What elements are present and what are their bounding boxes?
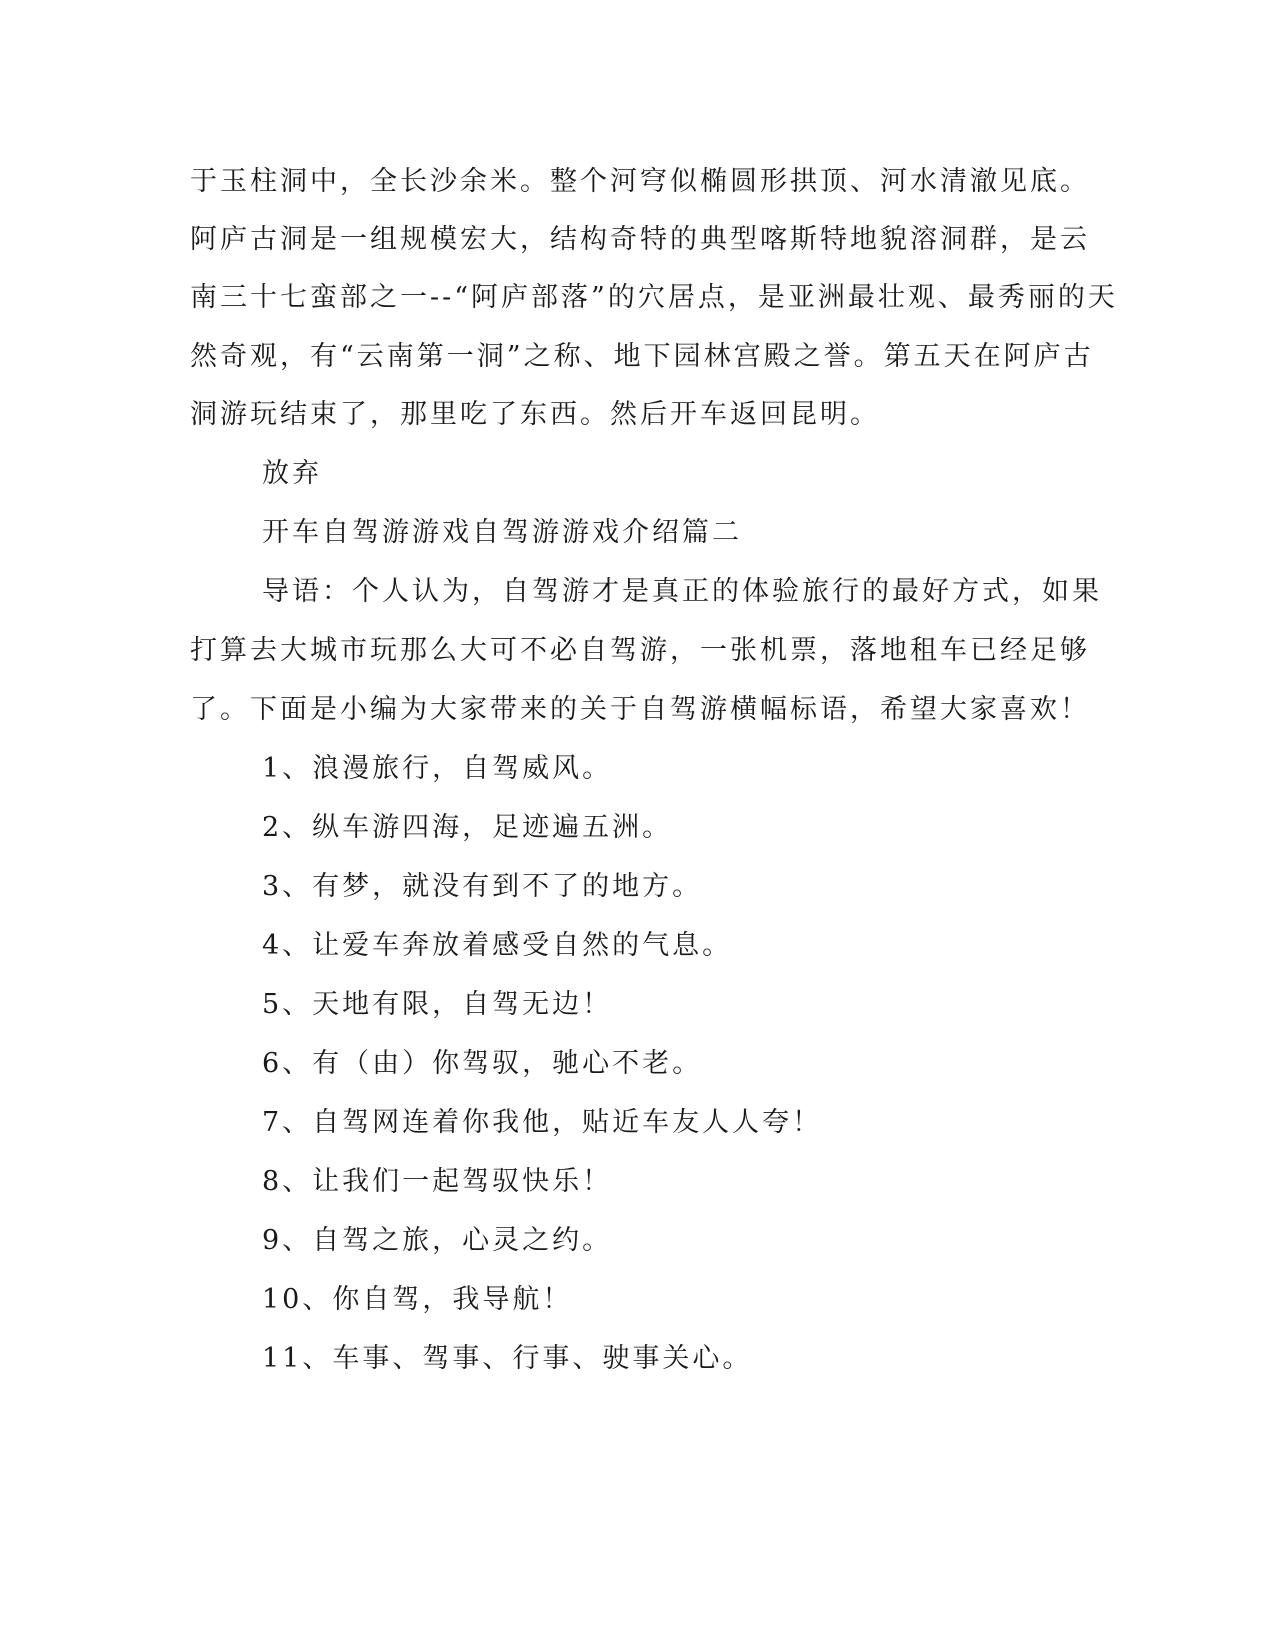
slogan-item: 7、自驾网连着你我他，贴近车友人人夸！ bbox=[262, 1107, 823, 1138]
paragraph-line: 南三十七蛮部之一--“阿庐部落”的穴居点，是亚洲最壮观、最秀丽的天 bbox=[190, 282, 1118, 313]
intro-line: 导语：个人认为，自驾游才是真正的体验旅行的最好方式，如果 bbox=[262, 576, 1102, 607]
abandon-label: 放弃 bbox=[262, 458, 322, 489]
section-title: 开车自驾游游戏自驾游游戏介绍篇二 bbox=[262, 517, 742, 548]
paragraph-line: 然奇观，有“云南第一洞”之称、地下园林宫殿之誉。第五天在阿庐古 bbox=[190, 341, 1094, 372]
slogan-item: 5、天地有限，自驾无边！ bbox=[262, 989, 613, 1020]
intro-line: 了。下面是小编为大家带来的关于自驾游横幅标语，希望大家喜欢！ bbox=[190, 694, 1090, 725]
slogan-item: 2、纵车游四海，足迹遍五洲。 bbox=[262, 812, 673, 843]
slogan-item: 6、有（由）你驾驭，驰心不老。 bbox=[262, 1048, 703, 1079]
paragraph-line: 洞游玩结束了，那里吃了东西。然后开车返回昆明。 bbox=[190, 399, 880, 430]
slogan-item: 8、让我们一起驾驭快乐！ bbox=[262, 1166, 613, 1197]
slogan-item: 11、车事、驾事、行事、驶事关心。 bbox=[262, 1343, 753, 1374]
slogan-item: 10、你自驾，我导航！ bbox=[262, 1284, 573, 1315]
paragraph-line: 阿庐古洞是一组规模宏大，结构奇特的典型喀斯特地貌溶洞群，是云 bbox=[190, 224, 1090, 255]
intro-line: 打算去大城市玩那么大可不必自驾游，一张机票，落地租车已经足够 bbox=[190, 635, 1090, 666]
paragraph-line: 于玉柱洞中，全长沙余米。整个河穹似椭圆形拱顶、河水清澈见底。 bbox=[190, 166, 1090, 197]
slogan-item: 9、自驾之旅，心灵之约。 bbox=[262, 1225, 613, 1256]
slogan-item: 1、浪漫旅行，自驾威风。 bbox=[262, 753, 613, 784]
slogan-item: 3、有梦，就没有到不了的地方。 bbox=[262, 871, 703, 902]
slogan-item: 4、让爱车奔放着感受自然的气息。 bbox=[262, 930, 733, 961]
